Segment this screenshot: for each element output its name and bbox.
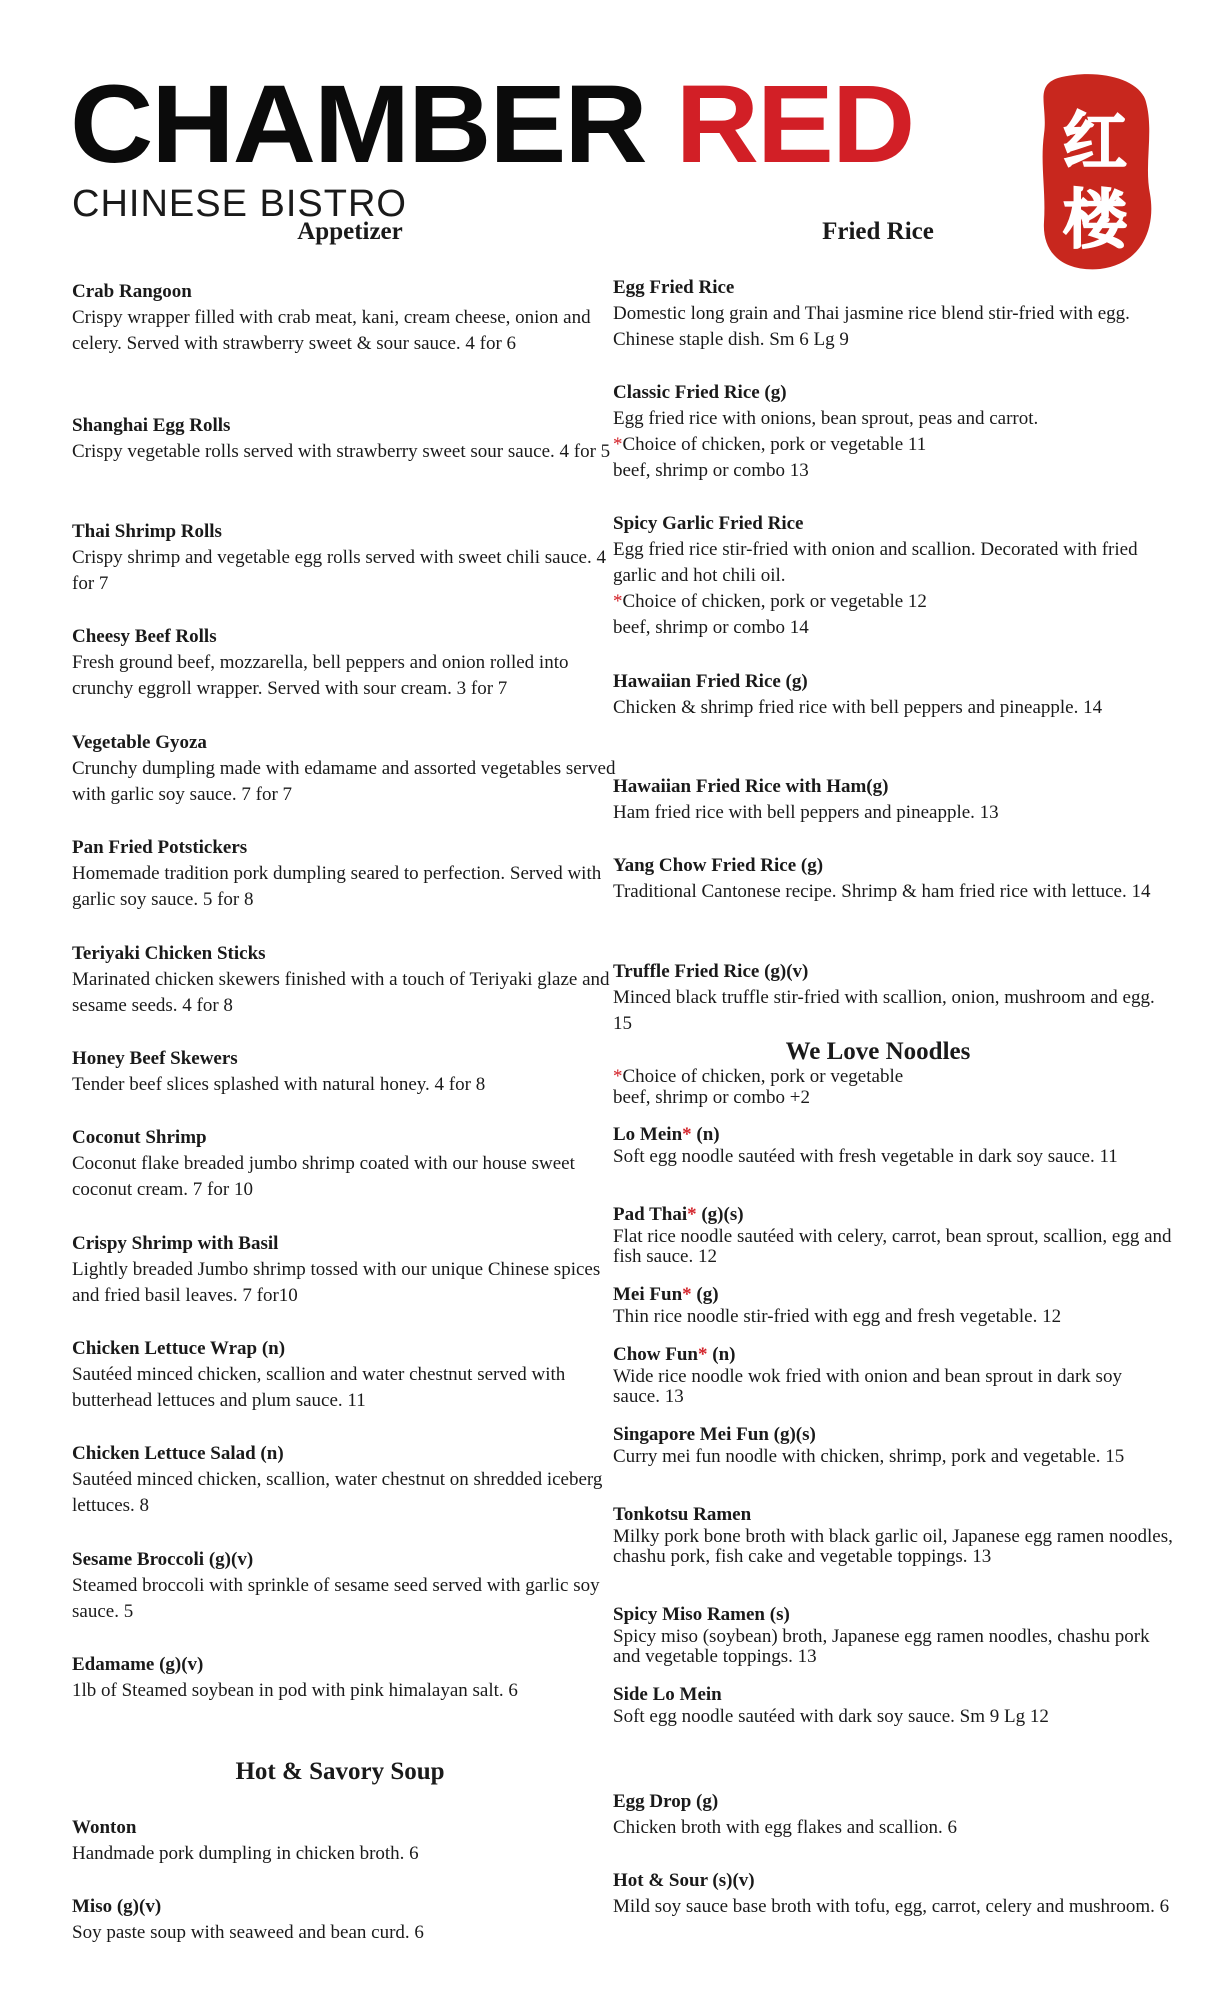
brand-name-black: CHAMBER (70, 63, 646, 186)
item-name: Wonton (72, 1817, 137, 1838)
item-star: * (687, 1204, 697, 1225)
item-choice: *Choice of chicken, pork or vegetable 12 (613, 591, 927, 612)
item-name: Vegetable Gyoza (72, 732, 207, 753)
item-name: Sesame Broccoli (g)(v) (72, 1549, 254, 1570)
item-name: Chicken Lettuce Wrap (n) (72, 1338, 286, 1359)
item-name: Classic Fried Rice (g) (613, 382, 787, 403)
menu-item (613, 1867, 1173, 1920)
item-name: Egg Drop (g) (613, 1791, 719, 1812)
item-name: Edamame (g)(v) (72, 1654, 204, 1675)
item-desc: Ham fried rice with bell peppers and pineapple. 13 (613, 802, 999, 823)
menu-item (613, 668, 1173, 721)
item-desc: Crispy wrapper filled with crab meat, kani, cream cheese, onion and celery. Served with strawberry sweet & sour sauce. 4 for 6 (72, 307, 591, 354)
menu-item (613, 1503, 1173, 1567)
item-desc: Traditional Cantonese recipe. Shrimp & ham fried rice with lettuce. 14 (613, 881, 1151, 902)
item-desc: Milky pork bone broth with black garlic oil, Japanese egg ramen noodles, chashu pork, fish cake and vegetable toppings. 13 (613, 1526, 1173, 1567)
noodles-title: We Love Noodles (785, 1038, 971, 1065)
fried-rice-title: Fried Rice (822, 218, 934, 245)
item-desc: Egg fried rice with onions, bean sprout, peas and carrot. (613, 408, 1039, 429)
item-desc: Crunchy dumpling made with edamame and assorted vegetables served with garlic soy sauce. 7 for 7 (72, 758, 616, 805)
menu-item (72, 412, 632, 465)
item-desc: Curry mei fun noodle with chicken, shrimp, pork and vegetable. 15 (613, 1446, 1125, 1467)
item-desc: Egg fried rice stir-fried with onion and scallion. Decorated with fried garlic and hot chili oil. (613, 539, 1138, 586)
appetizer-title: Appetizer (297, 218, 403, 245)
menu-item (613, 379, 1173, 484)
item-choice: *Choice of chicken, pork or vegetable 11 (613, 434, 927, 455)
item-name: Hot & Sour (s)(v) (613, 1870, 755, 1891)
menu-item (72, 1124, 632, 1203)
menu-item (613, 958, 1173, 1037)
item-desc: Mild soy sauce base broth with tofu, egg, carrot, celery and mushroom. 6 (613, 1896, 1170, 1917)
item-desc: Tender beef slices splashed with natural honey. 4 for 8 (72, 1074, 486, 1095)
item-name: Miso (g)(v) (72, 1896, 162, 1917)
item-desc: Minced black truffle stir-fried with scallion, onion, mushroom and egg. 15 (613, 987, 1155, 1034)
menu-item (72, 1814, 632, 1867)
item-name: Pad Thai* (g)(s) (613, 1204, 744, 1225)
item-name: Teriyaki Chicken Sticks (72, 943, 266, 964)
item-name: Tonkotsu Ramen (613, 1504, 752, 1525)
menu-item (613, 1788, 1173, 1841)
menu-item (72, 518, 632, 597)
menu-item (613, 510, 1173, 641)
menu-item (72, 1893, 632, 1946)
menu-item (613, 1203, 1173, 1267)
item-desc: Fresh ground beef, mozzarella, bell peppers and onion rolled into crunchy eggroll wrapper. Served with sour cream. 3 for 7 (72, 652, 569, 699)
menu-item (72, 623, 632, 702)
item-desc: Crispy shrimp and vegetable egg rolls served with sweet chili sauce. 4 for 7 (72, 547, 606, 594)
item-desc: Thin rice noodle stir-fried with egg and fresh vegetable. 12 (613, 1306, 1062, 1327)
menu-item (613, 1423, 1173, 1467)
menu-item (72, 729, 632, 808)
menu-item (613, 1123, 1173, 1167)
item-name: Side Lo Mein (613, 1684, 722, 1705)
menu-item (72, 1045, 632, 1098)
item-name: Crab Rangoon (72, 281, 192, 302)
brand-title (70, 63, 914, 186)
seal-glyph-2: 楼 (1063, 184, 1127, 258)
item-desc: Domestic long grain and Thai jasmine rice blend stir-fried with egg. Chinese staple dish. Sm 6 Lg 9 (613, 303, 1130, 350)
item-desc: Crispy vegetable rolls served with strawberry sweet sour sauce. 4 for 5 (72, 441, 611, 462)
menu-item (72, 1651, 632, 1704)
menu-item (72, 1546, 632, 1625)
item-desc: 1lb of Steamed soybean in pod with pink himalayan salt. 6 (72, 1680, 518, 1701)
menu-item (613, 274, 1173, 353)
item-name: Truffle Fried Rice (g)(v) (613, 961, 809, 982)
item-desc: Sautéed minced chicken, scallion and water chestnut served with butterhead lettuces and plum sauce. 11 (72, 1364, 566, 1411)
item-star: * (682, 1124, 692, 1145)
menu-item (72, 278, 632, 357)
item-name: Honey Beef Skewers (72, 1048, 238, 1069)
item-name: Hawaiian Fried Rice (g) (613, 671, 808, 692)
item-star: * (682, 1284, 692, 1305)
brand-name-red: RED (675, 63, 914, 186)
menu-item (613, 1683, 1173, 1727)
item-name: Pan Fried Potstickers (72, 837, 248, 858)
item-name: Chow Fun* (n) (613, 1344, 736, 1365)
seal-glyph-1: 红 (1063, 106, 1127, 180)
menu-item (72, 1335, 632, 1414)
menu-item (613, 773, 1173, 826)
item-name: Spicy Miso Ramen (s) (613, 1604, 790, 1625)
item-name: Lo Mein* (n) (613, 1124, 720, 1145)
item-name: Coconut Shrimp (72, 1127, 207, 1148)
item-desc: Soft egg noodle sautéed with dark soy sauce. Sm 9 Lg 12 (613, 1706, 1049, 1727)
brand-subtitle: CHINESE BISTRO (72, 183, 407, 225)
item-name: Singapore Mei Fun (g)(s) (613, 1424, 816, 1445)
item-desc: Chicken broth with egg flakes and scallion. 6 (613, 1817, 958, 1838)
menu-item (613, 1603, 1173, 1667)
item-name: Mei Fun* (g) (613, 1284, 719, 1305)
item-desc: Soft egg noodle sautéed with fresh vegetable in dark soy sauce. 11 (613, 1146, 1118, 1167)
menu-item (613, 1283, 1173, 1327)
noodles-choice-note: *Choice of chicken, pork or vegetable (613, 1066, 904, 1087)
choice-star: * (613, 591, 623, 612)
item-name: Crispy Shrimp with Basil (72, 1233, 279, 1254)
item-name: Spicy Garlic Fried Rice (613, 513, 804, 534)
item-name: Hawaiian Fried Rice with Ham(g) (613, 776, 889, 797)
noodles-choice-note-2: beef, shrimp or combo +2 (613, 1087, 810, 1108)
item-desc: Homemade tradition pork dumpling seared to perfection. Served with garlic soy sauce. 5 for 8 (72, 863, 602, 910)
item-name: Thai Shrimp Rolls (72, 521, 222, 542)
item-desc: Spicy miso (soybean) broth, Japanese egg ramen noodles, chashu pork and vegetable toppings. 13 (613, 1626, 1150, 1667)
item-desc: Coconut flake breaded jumbo shrimp coated with our house sweet coconut cream. 7 for 10 (72, 1153, 575, 1200)
item-desc: Marinated chicken skewers finished with a touch of Teriyaki glaze and sesame seeds. 4 for 8 (72, 969, 610, 1016)
item-choice-2: beef, shrimp or combo 13 (613, 460, 809, 481)
item-desc: Soy paste soup with seaweed and bean curd. 6 (72, 1922, 424, 1943)
choice-star: * (613, 1066, 623, 1087)
item-name: Chicken Lettuce Salad (n) (72, 1443, 284, 1464)
item-desc: Flat rice noodle sautéed with celery, carrot, bean sprout, scallion, egg and fish sauce. 12 (613, 1226, 1172, 1267)
item-name: Cheesy Beef Rolls (72, 626, 217, 647)
item-name: Shanghai Egg Rolls (72, 415, 231, 436)
menu-item (72, 940, 632, 1019)
menu-item (613, 852, 1173, 905)
item-desc: Chicken & shrimp fried rice with bell peppers and pineapple. 14 (613, 697, 1103, 718)
item-name: Egg Fried Rice (613, 277, 735, 298)
menu-item (72, 1230, 632, 1309)
choice-star: * (613, 434, 623, 455)
item-desc: Handmade pork dumpling in chicken broth. 6 (72, 1843, 419, 1864)
item-name: Yang Chow Fried Rice (g) (613, 855, 824, 876)
item-desc: Wide rice noodle wok fried with onion and bean sprout in dark soy sauce. 13 (613, 1366, 1122, 1407)
item-desc: Lightly breaded Jumbo shrimp tossed with our unique Chinese spices and fried basil leaves. 7 for10 (72, 1259, 601, 1306)
item-desc: Sautéed minced chicken, scallion, water chestnut on shredded iceberg lettuces. 8 (72, 1469, 603, 1516)
menu-item (72, 1440, 632, 1519)
menu-item (613, 1343, 1173, 1407)
soup-title: Hot & Savory Soup (235, 1758, 445, 1785)
menu-item (72, 834, 632, 913)
item-desc: Steamed broccoli with sprinkle of sesame seed served with garlic soy sauce. 5 (72, 1575, 600, 1622)
item-star: * (698, 1344, 708, 1365)
item-choice-2: beef, shrimp or combo 14 (613, 617, 809, 638)
